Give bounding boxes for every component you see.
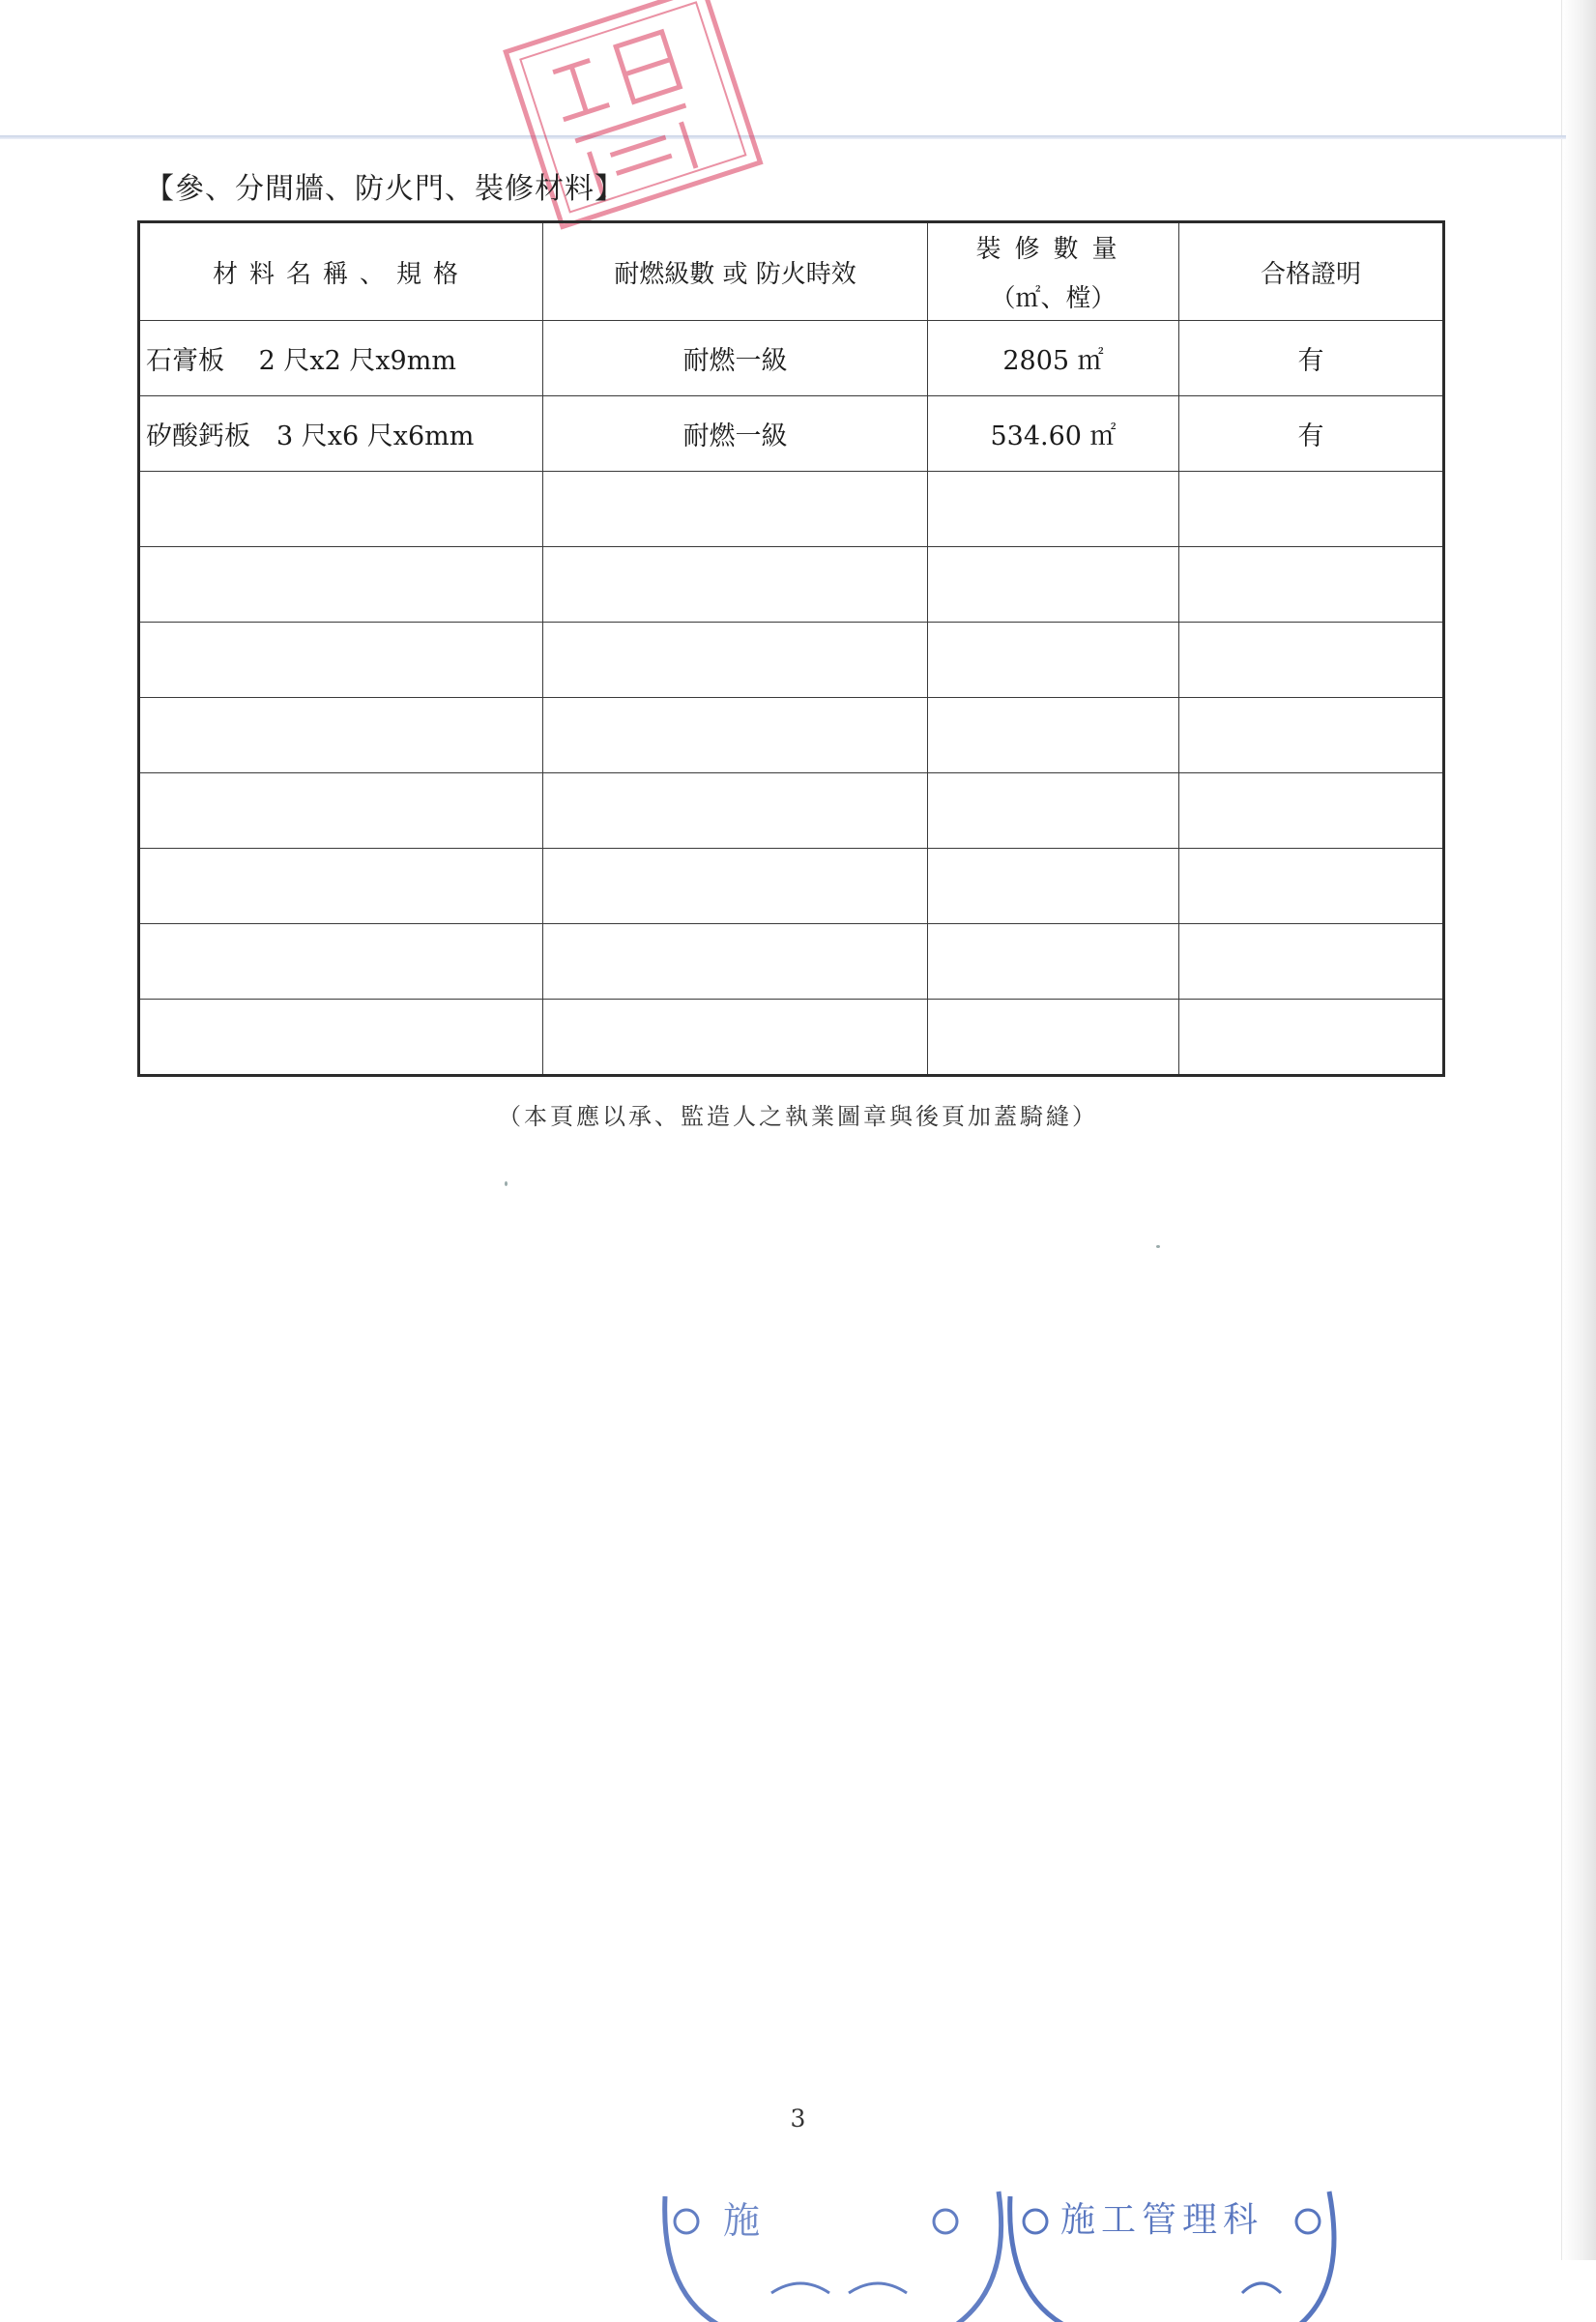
cell-fire-rating — [543, 547, 928, 623]
page-fold-line — [0, 135, 1566, 139]
header-fire-rating: 耐燃級數 或 防火時效 — [543, 222, 928, 321]
table-row — [139, 547, 1444, 623]
cell-quantity — [928, 924, 1179, 1000]
cell-quantity — [928, 547, 1179, 623]
cell-quantity: 534.60 ㎡ — [928, 396, 1179, 472]
cell-fire-rating — [543, 773, 928, 849]
cell-fire-rating — [543, 924, 928, 1000]
cell-fire-rating — [543, 472, 928, 547]
cell-material-name — [139, 1000, 543, 1076]
table-row — [139, 623, 1444, 698]
cell-quantity: 2805 ㎡ — [928, 321, 1179, 396]
cell-quantity — [928, 472, 1179, 547]
table-row — [139, 321, 1444, 396]
materials-table — [137, 220, 1445, 1077]
cell-certificate: 有 — [1179, 396, 1444, 472]
table-row — [139, 1000, 1444, 1076]
table-row — [139, 773, 1444, 849]
cell-fire-rating — [543, 849, 928, 924]
header-material-name: 材料名稱、規格 — [139, 222, 543, 321]
cell-material-name — [139, 849, 543, 924]
cell-certificate — [1179, 1000, 1444, 1076]
red-seal-stamp — [483, 0, 790, 251]
cell-material-name — [139, 623, 543, 698]
header-certificate: 合格證明 — [1179, 222, 1444, 321]
cell-material-name — [139, 472, 543, 547]
cell-fire-rating: 耐燃一級 — [543, 396, 928, 472]
cell-quantity — [928, 698, 1179, 773]
table-row — [139, 924, 1444, 1000]
cell-certificate — [1179, 623, 1444, 698]
cell-quantity — [928, 773, 1179, 849]
cell-fire-rating: 耐燃一級 — [543, 321, 928, 396]
cell-certificate — [1179, 849, 1444, 924]
stamp-requirement-note: （本頁應以承、監造人之執業圖章與後頁加蓋騎縫） — [498, 1103, 1098, 1130]
cell-certificate: 有 — [1179, 321, 1444, 396]
cell-certificate — [1179, 924, 1444, 1000]
cell-material-name — [139, 698, 543, 773]
cell-material-name: 石膏板 2 尺x2 尺x9mm — [139, 321, 543, 396]
blue-seal-stamp-right — [1001, 2187, 1358, 2322]
page-number: 3 — [790, 2104, 806, 2133]
scan-speck — [505, 1181, 508, 1186]
bottom-stamp-partial-text: 施 — [723, 2199, 761, 2242]
table-header-row — [139, 222, 1444, 321]
scan-speck — [1156, 1245, 1160, 1248]
table-row — [139, 849, 1444, 924]
bottom-stamp-text: 施工管理科 — [1060, 2200, 1264, 2240]
table-row — [139, 698, 1444, 773]
section-title: 【參、分間牆、防火門、裝修材料】 — [145, 172, 624, 206]
cell-certificate — [1179, 472, 1444, 547]
cell-material-name: 矽酸鈣板 3 尺x6 尺x6mm — [139, 396, 543, 472]
cell-fire-rating — [543, 623, 928, 698]
cell-fire-rating — [543, 698, 928, 773]
cell-quantity — [928, 623, 1179, 698]
cell-material-name — [139, 547, 543, 623]
table-row — [139, 396, 1444, 472]
table-row — [139, 472, 1444, 547]
cell-certificate — [1179, 698, 1444, 773]
cell-certificate — [1179, 773, 1444, 849]
cell-material-name — [139, 924, 543, 1000]
cell-quantity — [928, 849, 1179, 924]
blue-seal-stamp-left — [655, 2187, 1013, 2322]
header-quantity: 裝修數量 （㎡、樘） — [928, 222, 1179, 321]
cell-fire-rating — [543, 1000, 928, 1076]
cell-material-name — [139, 773, 543, 849]
cell-certificate — [1179, 547, 1444, 623]
cell-quantity — [928, 1000, 1179, 1076]
